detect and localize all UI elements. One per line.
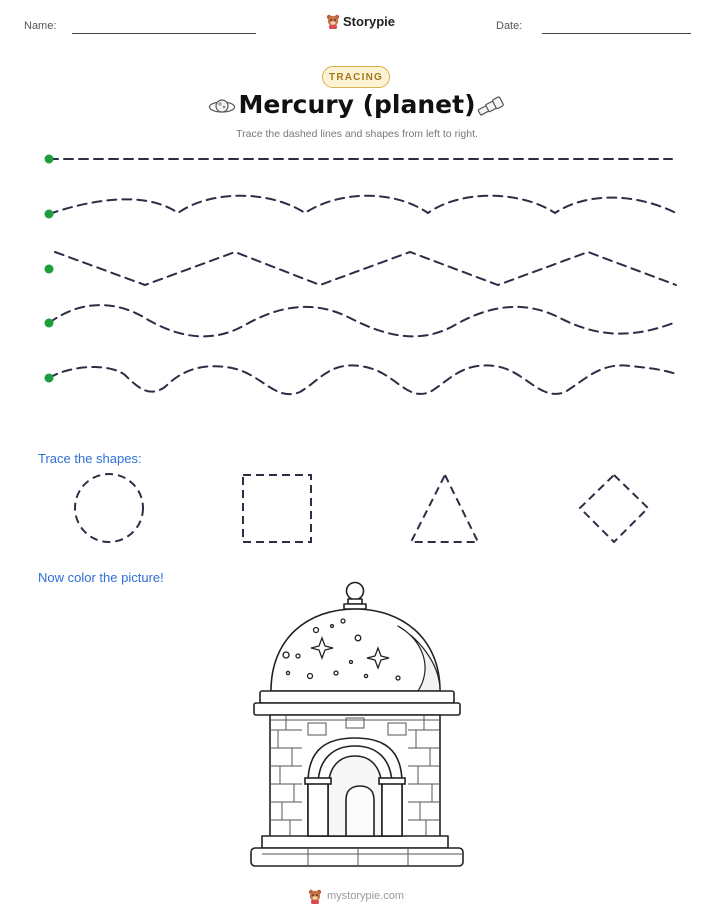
start-dot	[45, 210, 54, 219]
start-dot	[45, 155, 54, 164]
bear-mascot-icon	[308, 888, 322, 904]
tracing-line-zigzag[interactable]	[55, 252, 676, 285]
observatory-picture[interactable]	[248, 578, 466, 870]
shapes-section-title: Trace the shapes:	[38, 451, 142, 466]
trace-shape-circle[interactable]	[75, 474, 143, 542]
start-dot	[45, 319, 54, 328]
start-dot	[45, 374, 54, 383]
date-label: Date:	[496, 20, 523, 32]
trace-shapes	[0, 470, 714, 550]
trace-shape-square[interactable]	[243, 475, 311, 542]
footer-url[interactable]: mystorypie.com	[327, 890, 405, 902]
start-dot	[45, 265, 54, 274]
name-label: Name:	[24, 20, 57, 32]
footer	[308, 888, 404, 904]
tracing-line-wave[interactable]	[49, 305, 676, 336]
tracing-badge: TRACING	[322, 66, 390, 88]
instructions: Trace the dashed lines and shapes from left to right.	[236, 128, 478, 140]
brand-name: Storypie	[343, 13, 396, 29]
tracing-lines	[0, 0, 714, 420]
color-section-title: Now color the picture!	[38, 570, 164, 585]
tracing-line-bumps[interactable]	[49, 365, 676, 394]
tracing-line-scallop[interactable]	[49, 196, 676, 214]
trace-shape-triangle[interactable]	[411, 475, 478, 542]
page-title: Mercury (planet)	[238, 90, 476, 119]
trace-shape-diamond[interactable]	[580, 475, 648, 542]
